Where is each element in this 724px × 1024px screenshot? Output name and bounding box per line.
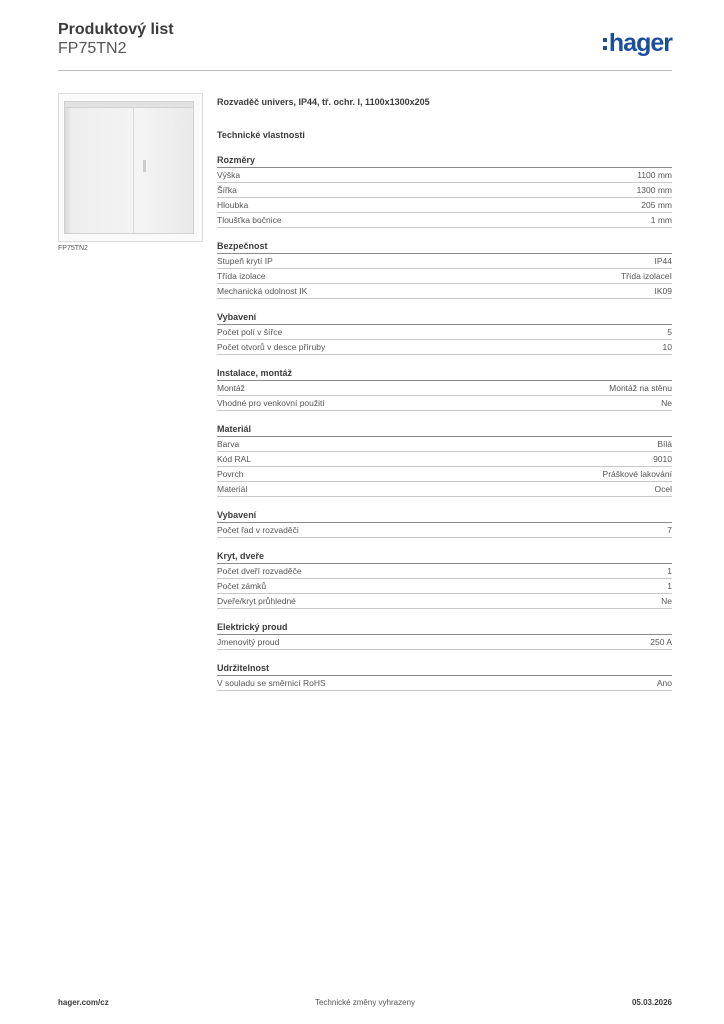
spec-row xyxy=(217,564,672,579)
spec-label: Počet řad v rozvaděči xyxy=(217,525,299,535)
spec-label: Tloušťka bočnice xyxy=(217,215,282,225)
spec-value: IK09 xyxy=(654,286,672,296)
spec-row xyxy=(217,437,672,452)
spec-label: Dveře/kryt průhledné xyxy=(217,596,296,606)
spec-label: Barva xyxy=(217,439,240,449)
spec-label: Mechanická odolnost IK xyxy=(217,286,308,296)
spec-label: Stupeň krytí IP xyxy=(217,256,273,266)
spec-row xyxy=(217,523,672,538)
spec-row xyxy=(217,482,672,497)
spec-label: Jmenovitý proud xyxy=(217,637,280,647)
spec-value: 1 mm xyxy=(650,215,672,225)
spec-row xyxy=(217,676,672,691)
spec-value: 5 xyxy=(667,327,672,337)
product-code: FP75TN2 xyxy=(58,40,127,57)
logo-text: hager xyxy=(608,29,672,57)
spec-label: Vhodné pro venkovní použití xyxy=(217,398,325,408)
spec-value: 1 xyxy=(667,581,672,591)
spec-row xyxy=(217,254,672,269)
logo-dots-icon xyxy=(603,34,607,52)
product-image xyxy=(58,93,203,242)
page-header xyxy=(58,20,672,71)
spec-row xyxy=(217,579,672,594)
section-title: Udržitelnost xyxy=(217,661,672,676)
spec-label: Montáž xyxy=(217,383,245,393)
spec-value: 7 xyxy=(667,525,672,535)
spec-value: Ano xyxy=(656,678,672,688)
spec-label: Šířka xyxy=(217,185,237,195)
spec-sections xyxy=(217,153,672,691)
spec-row xyxy=(217,325,672,340)
footer-website: hager.com/cz xyxy=(58,998,109,1007)
spec-value: 1100 mm xyxy=(637,170,672,180)
technical-properties-heading: Technické vlastnosti xyxy=(217,130,305,140)
spec-value: IP44 xyxy=(654,256,672,266)
spec-content xyxy=(217,95,672,691)
spec-section xyxy=(217,310,672,355)
spec-label: Počet dveří rozvaděče xyxy=(217,566,302,576)
spec-label: Kód RAL xyxy=(217,454,252,464)
footer-date: 05.03.2026 xyxy=(631,998,672,1007)
spec-row xyxy=(217,381,672,396)
spec-row xyxy=(217,284,672,299)
spec-label: Třída izolace xyxy=(217,271,266,281)
spec-row xyxy=(217,198,672,213)
spec-value: Práškové lakování xyxy=(602,469,672,479)
spec-section xyxy=(217,661,672,691)
image-caption: FP75TN2 xyxy=(58,245,88,252)
spec-label: Materiál xyxy=(217,484,248,494)
section-title: Vybavení xyxy=(217,508,672,523)
spec-row xyxy=(217,594,672,609)
section-title: Vybavení xyxy=(217,310,672,325)
spec-row xyxy=(217,183,672,198)
spec-label: Počet polí v šířce xyxy=(217,327,283,337)
spec-value: 9010 xyxy=(653,454,672,464)
spec-row xyxy=(217,467,672,482)
page-footer xyxy=(58,998,672,1010)
spec-value: 205 mm xyxy=(641,200,672,210)
spec-value: 1300 mm xyxy=(636,185,672,195)
spec-row xyxy=(217,635,672,650)
spec-row xyxy=(217,168,672,183)
section-title: Materiál xyxy=(217,422,672,437)
spec-row xyxy=(217,213,672,228)
spec-section xyxy=(217,239,672,299)
spec-section xyxy=(217,153,672,228)
spec-value: Ne xyxy=(661,596,672,606)
spec-row xyxy=(217,340,672,355)
spec-value: 1 xyxy=(667,566,672,576)
section-title: Instalace, montáž xyxy=(217,366,672,381)
cabinet-illustration xyxy=(64,101,194,234)
footer-notice: Technické změny vyhrazeny xyxy=(314,998,416,1007)
spec-section xyxy=(217,366,672,411)
spec-section xyxy=(217,508,672,538)
spec-value: Ne xyxy=(661,398,672,408)
product-description: Rozvaděč univers, IP44, tř. ochr. I, 1100x1300x205 xyxy=(217,97,430,107)
spec-label: V souladu se směrnicí RoHS xyxy=(217,678,326,688)
spec-label: Hloubka xyxy=(217,200,249,210)
spec-value: Třída izolaceI xyxy=(620,271,672,281)
spec-value: Bílá xyxy=(657,439,672,449)
spec-section xyxy=(217,549,672,609)
spec-row xyxy=(217,396,672,411)
section-title: Rozměry xyxy=(217,153,672,168)
spec-label: Počet zámků xyxy=(217,581,267,591)
spec-section xyxy=(217,620,672,650)
spec-label: Počet otvorů v desce příruby xyxy=(217,342,326,352)
spec-row xyxy=(217,452,672,467)
spec-value: 250 A xyxy=(650,637,672,647)
spec-value: Ocel xyxy=(654,484,672,494)
spec-value: Montáž na stěnu xyxy=(609,383,672,393)
spec-row xyxy=(217,269,672,284)
spec-label: Povrch xyxy=(217,469,244,479)
spec-section xyxy=(217,422,672,497)
spec-label: Výška xyxy=(217,170,241,180)
hager-logo xyxy=(603,29,672,58)
document-title: Produktový list xyxy=(58,21,174,38)
section-title: Kryt, dveře xyxy=(217,549,672,564)
spec-value: 10 xyxy=(662,342,672,352)
section-title: Elektrický proud xyxy=(217,620,672,635)
section-title: Bezpečnost xyxy=(217,239,672,254)
